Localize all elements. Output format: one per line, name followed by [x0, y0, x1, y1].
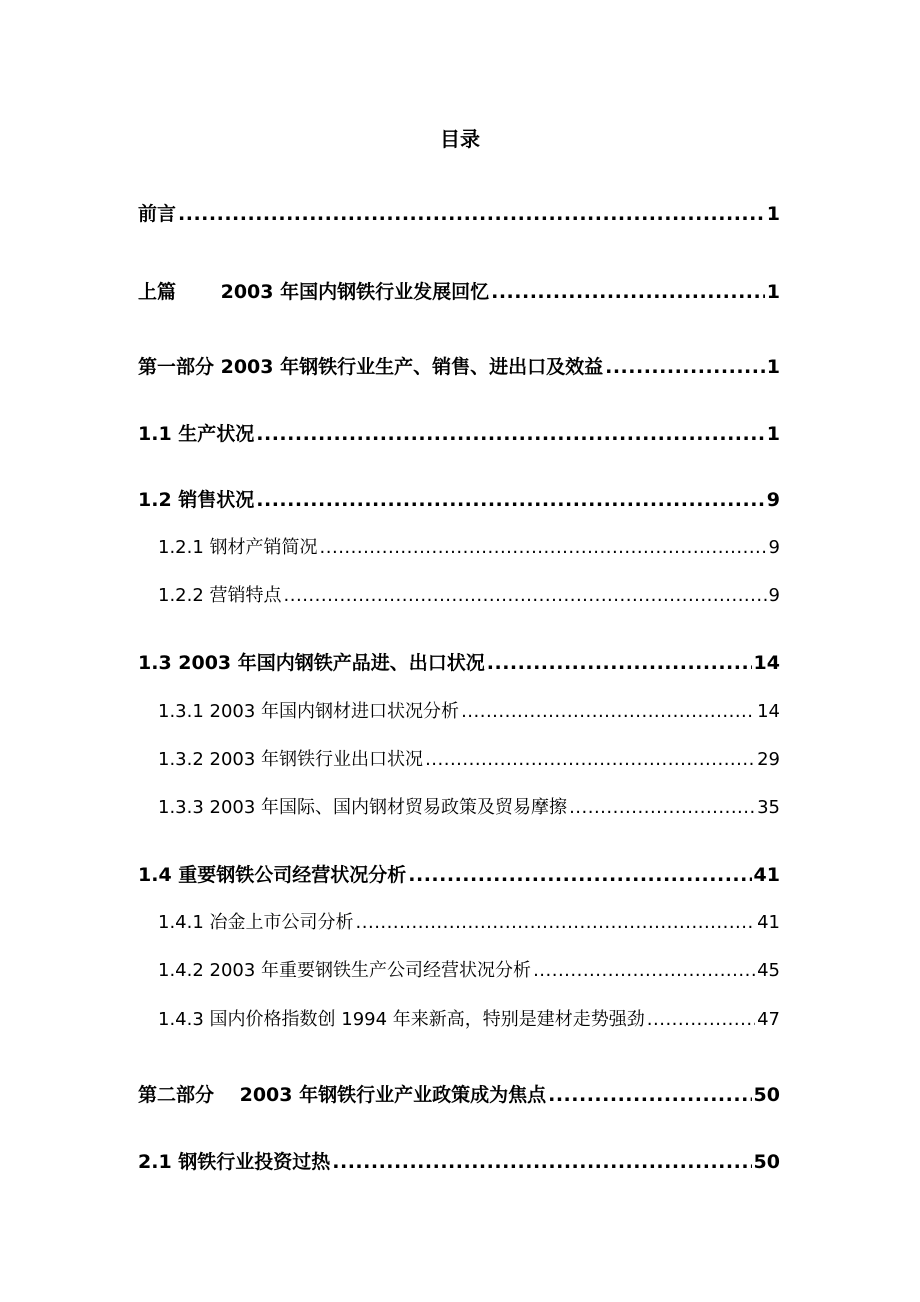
toc-entry-text: 1.2.2 营销特点 [158, 585, 282, 606]
toc-page-number: 35 [757, 797, 780, 818]
toc-entry-section-one[interactable] [138, 352, 780, 382]
toc-entry-2-1[interactable] [138, 1147, 780, 1177]
toc-entry-text: 1.3.3 2003 年国际、国内钢材贸易政策及贸易摩擦 [158, 797, 568, 818]
toc-entry-text: 1.4.2 2003 年重要钢铁生产公司经营状况分析 [158, 960, 532, 981]
page-title: 目录 [440, 127, 480, 151]
toc-entry-1-4-3[interactable] [158, 1005, 780, 1035]
toc-entry-1-4-2[interactable] [158, 956, 780, 986]
toc-page-number: 1 [766, 281, 780, 303]
toc-entry-text: 1.4.3 国内价格指数创 1994 年来新高，特别是建材走势强劲 [158, 1009, 645, 1030]
toc-entry-text: 1.3 2003 年国内钢铁产品进、出口状况 [138, 652, 485, 674]
toc-entry-1-4[interactable] [138, 860, 780, 890]
toc-dot-leader [548, 1080, 751, 1110]
toc-entry-1-3[interactable] [138, 648, 780, 678]
toc-entry-1-2-2[interactable] [158, 581, 780, 611]
toc-dot-leader [569, 793, 755, 823]
toc-entry-1-3-2[interactable] [158, 745, 780, 775]
toc-page-number: 1 [766, 423, 780, 445]
toc-dot-leader [356, 908, 756, 938]
toc-entry-1-2-1[interactable] [158, 533, 780, 563]
toc-entry-preface[interactable] [138, 199, 780, 229]
toc-entry-text: 前言 [138, 203, 177, 225]
toc-page-number: 50 [753, 1084, 780, 1106]
toc-entry-1-1[interactable] [138, 419, 780, 449]
toc-entry-1-3-1[interactable] [158, 697, 780, 727]
toc-dot-leader [647, 1005, 755, 1035]
toc-dot-leader [491, 277, 765, 307]
toc-entry-1-3-3[interactable] [158, 793, 780, 823]
toc-entry-text: 1.4.1 冶金上市公司分析 [158, 912, 354, 933]
toc-page-number: 41 [757, 912, 780, 933]
toc-dot-leader [605, 352, 765, 382]
toc-page-number: 45 [757, 960, 780, 981]
toc-entry-1-4-1[interactable] [158, 908, 780, 938]
toc-dot-leader [425, 745, 755, 775]
toc-entry-section-two[interactable] [138, 1080, 780, 1110]
toc-page-number: 1 [766, 356, 780, 378]
toc-page-number: 47 [757, 1009, 780, 1030]
toc-page-number: 14 [753, 652, 780, 674]
toc-page-number: 9 [768, 585, 780, 606]
toc-entry-text: 1.2.1 钢材产销简况 [158, 537, 318, 558]
toc-entry-text: 1.3.1 2003 年国内钢材进口状况分析 [158, 701, 460, 722]
toc-entry-1-2[interactable] [138, 485, 780, 515]
toc-entry-text: 1.2 销售状况 [138, 489, 255, 511]
toc-dot-leader [461, 697, 755, 727]
toc-page-number: 1 [766, 203, 780, 225]
toc-dot-leader [332, 1147, 751, 1177]
toc-entry-text: 上篇 2003 年国内钢铁行业发展回忆 [138, 281, 490, 303]
toc-dot-leader [408, 860, 751, 890]
toc-page-number: 9 [766, 489, 780, 511]
toc-entry-text: 2.1 钢铁行业投资过热 [138, 1151, 331, 1173]
toc-entry-text: 1.1 生产状况 [138, 423, 255, 445]
toc-dot-leader [320, 533, 767, 563]
toc-page-number: 9 [768, 537, 780, 558]
toc-dot-leader [256, 485, 764, 515]
toc-page-number: 14 [757, 701, 780, 722]
toc-page-number: 29 [757, 749, 780, 770]
toc-dot-leader [178, 199, 765, 229]
toc-dot-leader [284, 581, 767, 611]
toc-dot-leader [533, 956, 755, 986]
toc-entry-text: 1.3.2 2003 年钢铁行业出口状况 [158, 749, 424, 770]
toc-page-number: 50 [753, 1151, 780, 1173]
toc-dot-leader [256, 419, 764, 449]
toc-entry-part-one-review[interactable] [138, 277, 780, 307]
toc-page-number: 41 [753, 864, 780, 886]
toc-entry-text: 1.4 重要钢铁公司经营状况分析 [138, 864, 407, 886]
toc-entry-text: 第一部分 2003 年钢铁行业生产、销售、进出口及效益 [138, 356, 604, 378]
toc-dot-leader [487, 648, 752, 678]
toc-entry-text: 第二部分 2003 年钢铁行业产业政策成为焦点 [138, 1084, 547, 1106]
